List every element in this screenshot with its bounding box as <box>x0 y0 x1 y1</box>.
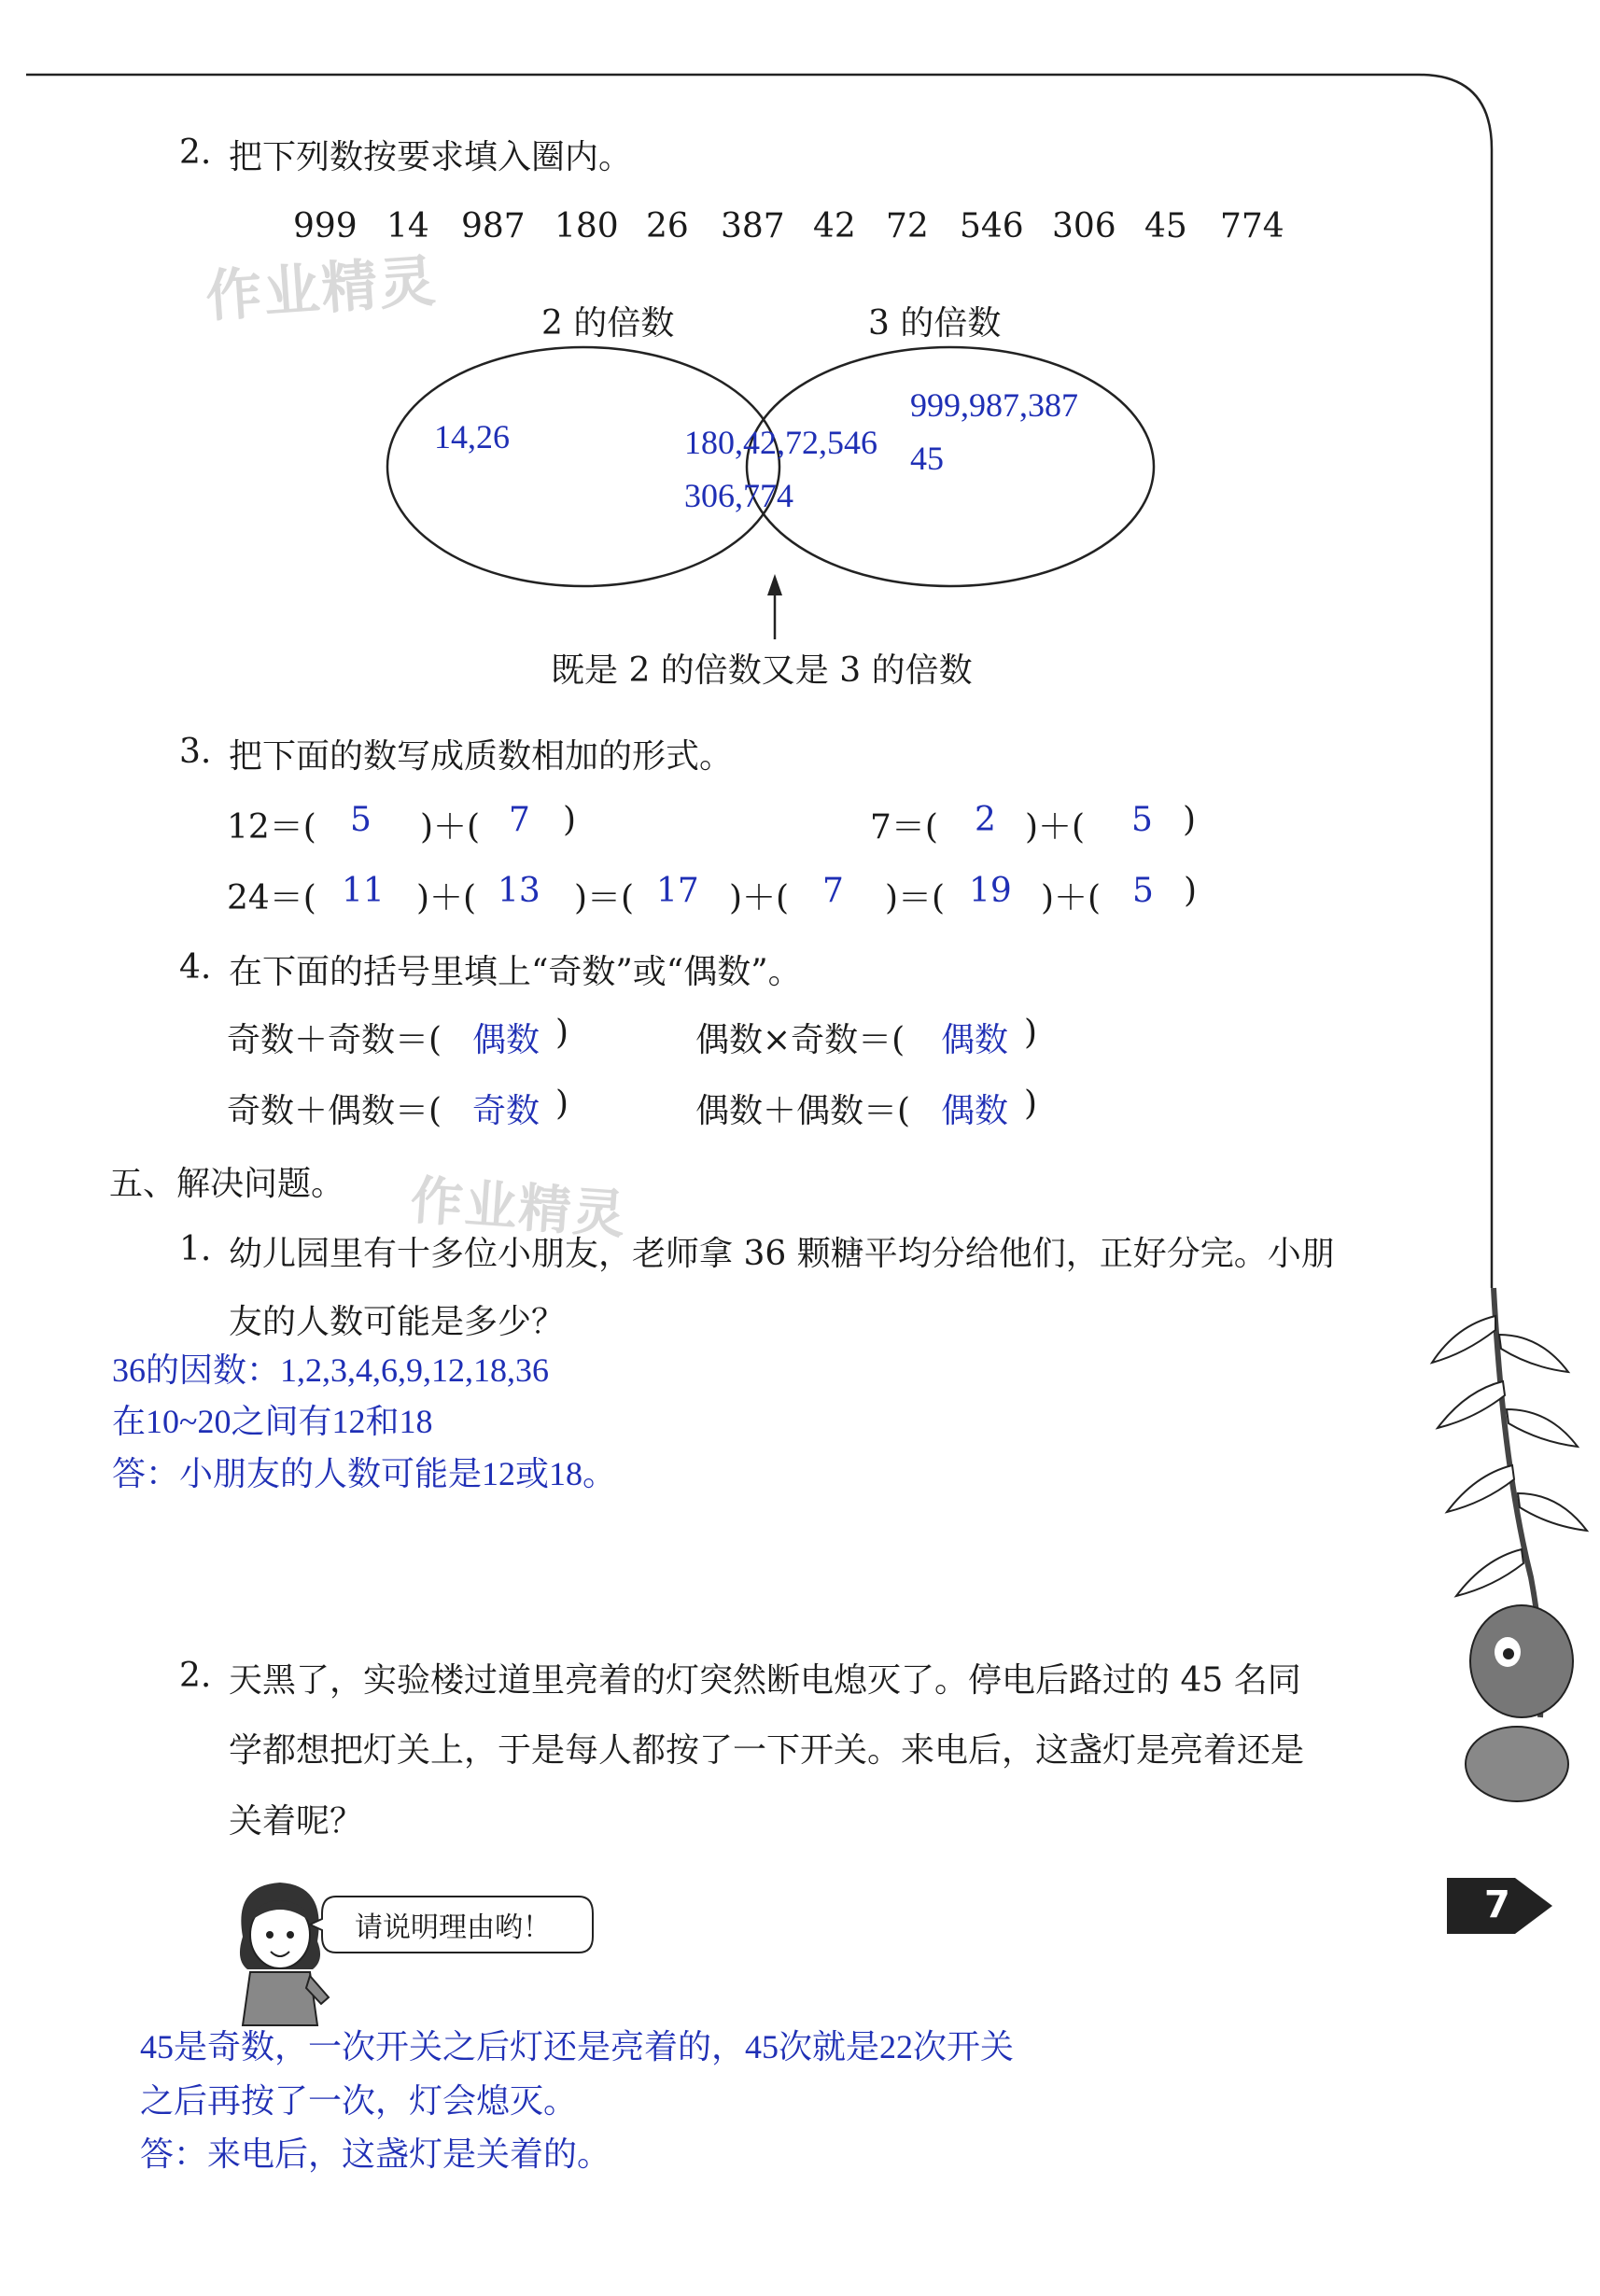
expr-text: ) <box>563 801 577 839</box>
bamboo-koala-illustration <box>1428 1279 1600 1857</box>
venn-label-right: 3 的倍数 <box>868 304 1002 343</box>
arrow-head <box>767 574 782 595</box>
answer: 7 <box>509 801 530 839</box>
venn-circle-multiples-of-2 <box>387 347 779 586</box>
page-number: 7 <box>1484 1883 1510 1926</box>
q3-text: 把下面的数写成质数相加的形式。 <box>229 737 734 776</box>
expr-text: ) <box>1184 872 1198 910</box>
answer: 19 <box>969 872 1012 910</box>
num: 306 <box>1052 207 1116 245</box>
expr-text: ) <box>1024 1014 1038 1052</box>
expr-text: )＝( <box>885 879 946 917</box>
expr-text: ) <box>555 1014 569 1052</box>
p1-number: 1. <box>179 1230 212 1268</box>
answer: 偶数 <box>941 1021 1009 1059</box>
p2-line3: 关着呢？ <box>229 1802 364 1841</box>
q4-text: 在下面的括号里填上“奇数”或“偶数”。 <box>229 953 802 991</box>
p1-line2: 友的人数可能是多少？ <box>229 1303 566 1341</box>
venn-label-left: 2 的倍数 <box>541 304 675 343</box>
q2-number: 2. <box>179 133 212 172</box>
p2-line2: 学都想把灯关上，于是每人都按了一下开关。来电后，这盏灯是亮着还是 <box>229 1731 1305 1770</box>
expr-text: ) <box>555 1085 569 1123</box>
expr-text: )＝( <box>574 879 635 917</box>
q4-item-1 <box>227 1014 619 1057</box>
num: 26 <box>646 207 689 245</box>
answer: 奇数 <box>472 1092 540 1130</box>
num: 987 <box>461 207 526 245</box>
q4-item-2 <box>695 1014 1088 1057</box>
num: 14 <box>386 207 429 245</box>
p1-line1: 幼儿园里有十多位小朋友，老师拿 36 颗糖平均分给他们，正好分完。小朋 <box>229 1235 1335 1273</box>
expr-text: 24＝( <box>227 879 316 917</box>
answer: 5 <box>1132 872 1154 910</box>
expr-text: )＋( <box>1041 879 1102 917</box>
expr-text: )＋( <box>729 879 790 917</box>
expr-text: )＋( <box>420 808 481 847</box>
num: 546 <box>960 207 1024 245</box>
expr-text: 12＝( <box>227 808 316 847</box>
expr-text: 偶数＋偶数＝( <box>695 1092 911 1130</box>
p2-line1: 天黑了，实验楼过道里亮着的灯突然断电熄灭了。停电后路过的 45 名同 <box>229 1661 1301 1700</box>
watermark-1: 作业精灵 <box>204 248 440 330</box>
q2-text: 把下列数按要求填入圈内。 <box>229 138 633 176</box>
p2-answer-1: 45是奇数，一次开关之后灯还是亮着的，45次就是22次开关 <box>140 2028 1015 2065</box>
p1-answer-3: 答：小朋友的人数可能是12或18。 <box>112 1455 617 1492</box>
watermark-2: 作业精灵 <box>408 1169 629 1247</box>
answer: 2 <box>975 801 996 839</box>
venn-arrow-label: 既是 2 的倍数又是 3 的倍数 <box>551 651 973 690</box>
p1-answer-2: 在10~20之间有12和18 <box>112 1403 433 1440</box>
q3-row1-left <box>227 801 600 847</box>
venn-right-line1: 999,987,387 <box>910 386 1078 424</box>
answer: 13 <box>498 872 540 910</box>
answer: 偶数 <box>472 1021 540 1059</box>
expr-text: )＋( <box>416 879 477 917</box>
expr-text: ) <box>1024 1085 1038 1123</box>
answer: 5 <box>350 801 372 839</box>
venn-circle-multiples-of-3 <box>747 347 1154 586</box>
expr-text: 奇数＋奇数＝( <box>227 1021 442 1059</box>
num: 180 <box>554 207 619 245</box>
num: 45 <box>1144 207 1187 245</box>
num: 999 <box>293 207 358 245</box>
expr-text: 偶数×奇数＝( <box>695 1021 905 1059</box>
venn-right-line2: 45 <box>910 440 944 477</box>
venn-left-only: 14,26 <box>434 418 510 455</box>
num: 774 <box>1220 207 1284 245</box>
answer: 11 <box>342 872 385 910</box>
q3-number: 3. <box>179 733 212 771</box>
num: 387 <box>721 207 785 245</box>
venn-both-line1: 180,42,72,546 <box>684 424 877 461</box>
q4-item-4 <box>695 1085 1088 1130</box>
answer: 5 <box>1131 801 1153 839</box>
p1-answer-1: 36的因数：1,2,3,4,6,9,12,18,36 <box>112 1351 550 1389</box>
expr-text: ) <box>1183 801 1197 839</box>
section5-title: 五、解决问题。 <box>109 1165 345 1203</box>
p2-answer-3: 答：来电后，这盏灯是关着的。 <box>140 2135 611 2173</box>
q4-item-3 <box>227 1085 619 1130</box>
speech-bubble-text: 请说明理由哟！ <box>355 1911 551 1944</box>
answer: 7 <box>822 872 844 910</box>
q3-row1-right <box>870 801 1243 847</box>
q4-number: 4. <box>179 948 212 987</box>
num: 72 <box>886 207 929 245</box>
num: 42 <box>813 207 856 245</box>
expr-text: 7＝( <box>870 808 938 847</box>
answer: 17 <box>656 872 699 910</box>
p2-number: 2. <box>179 1657 212 1695</box>
expr-text: 奇数＋偶数＝( <box>227 1092 442 1130</box>
answer: 偶数 <box>941 1092 1009 1130</box>
p2-answer-2: 之后再按了一次，灯会熄灭。 <box>140 2082 578 2120</box>
q3-row2 <box>227 872 1254 915</box>
venn-both-line2: 306,774 <box>684 477 793 514</box>
expr-text: )＋( <box>1025 808 1086 847</box>
